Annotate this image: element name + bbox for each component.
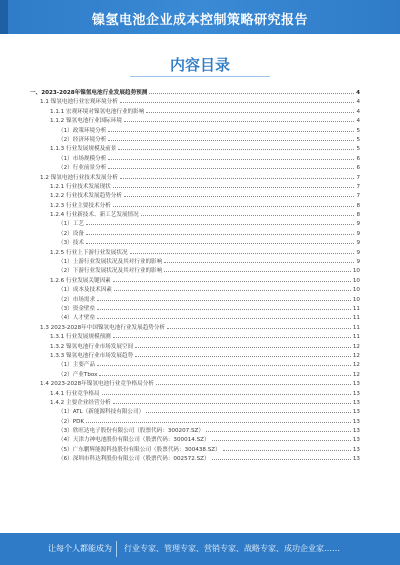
toc-entry[interactable] <box>30 417 360 426</box>
toc-entry-label: 1.2.5 行业上下游行业发展状况 <box>50 249 128 256</box>
toc-entry[interactable] <box>30 313 360 322</box>
footer-slogan-left: 让每个人都能成为 <box>48 544 112 553</box>
toc-entry-page: 7 <box>356 183 360 190</box>
toc-entry-page: 4 <box>356 99 360 106</box>
toc-leader-dots <box>130 248 355 254</box>
toc-entry-page: 11 <box>352 305 360 312</box>
toc-entry-label: 1.2.1 行业技术发展现状 <box>50 183 111 190</box>
toc-leader-dots <box>164 257 354 263</box>
toc-entry-page: 13 <box>352 456 360 463</box>
toc-entry-label: （1）政策环境分析 <box>58 127 107 134</box>
toc-entry-page: 11 <box>352 315 360 322</box>
toc-entry[interactable] <box>30 398 360 407</box>
toc-entry-label: 1.1.2 镍氢电池行业国际环境 <box>50 118 122 125</box>
toc-entry-label: 1.2.3 行业主要技术分析 <box>50 202 111 209</box>
toc-entry[interactable] <box>30 201 360 210</box>
toc-entry-label: 1.3.3 镍氢电池行业市场发展趋势 <box>50 352 134 359</box>
toc-entry[interactable] <box>30 154 360 163</box>
toc-entry-page: 11 <box>352 334 360 341</box>
toc-entry-page: 8 <box>356 212 360 219</box>
toc-entry[interactable] <box>30 173 360 182</box>
toc-entry-page: 10 <box>352 268 360 275</box>
toc-entry[interactable] <box>30 407 360 416</box>
toc-entry[interactable] <box>30 342 360 351</box>
toc-leader-dots <box>108 135 354 141</box>
toc-leader-dots <box>108 126 354 132</box>
toc-leader-dots <box>212 454 351 460</box>
toc-entry-page: 5 <box>356 136 360 143</box>
toc-entry-label: （2）产业Tbox <box>58 371 98 378</box>
toc-entry-label: 1.2 镍氢电池行业技术发展分析 <box>40 174 118 181</box>
toc-leader-dots <box>206 426 351 432</box>
toc-leader-dots <box>124 191 354 197</box>
toc-entry-label: 1.2.2 行业技术发展趋势分析 <box>50 193 122 200</box>
toc-entry-page: 13 <box>352 446 360 453</box>
toc-leader-dots <box>86 238 355 244</box>
toc-entry-page: 11 <box>352 324 360 331</box>
toc-entry-page: 9 <box>356 249 360 256</box>
toc-entry-label: 1.1.1 宏观环境对镍氢电池行业的影响 <box>50 108 145 115</box>
toc-entry[interactable] <box>30 435 360 444</box>
toc-entry-label: （4）人才壁垒 <box>58 315 96 322</box>
toc-entry-page: 13 <box>352 381 360 388</box>
toc-entry[interactable] <box>30 135 360 144</box>
toc-entry-label: （1）上游行业发展状况及其对行业的影响 <box>58 259 163 266</box>
toc-leader-dots <box>86 229 355 235</box>
toc-leader-dots <box>114 285 351 291</box>
toc-entry-page: 13 <box>352 399 360 406</box>
toc-leader-dots <box>118 144 354 150</box>
toc-entry-page: 6 <box>356 155 360 162</box>
toc-entry-label: （2）经济环境分析 <box>58 136 107 143</box>
toc-leader-dots <box>223 445 351 451</box>
toc-entry-page: 9 <box>356 259 360 266</box>
toc-entry-label: 1.3.2 镍氢电池行业市场发展空间 <box>50 343 134 350</box>
toc-entry-label: （1）主要产品 <box>58 362 96 369</box>
toc-entry[interactable] <box>30 370 360 379</box>
toc-entry-page: 10 <box>352 277 360 284</box>
toc-entry-page: 4 <box>356 90 360 96</box>
toc-entry[interactable] <box>30 210 360 219</box>
toc-entry[interactable] <box>30 116 360 125</box>
toc-leader-dots <box>97 313 351 319</box>
toc-entry-label: 1.1.3 行业发展规模及前景 <box>50 146 117 153</box>
toc-entry-label: 1.3.1 行业发展规模预测 <box>50 334 111 341</box>
toc-entry-label: （2）下游行业发展状况及其对行业的影响 <box>58 268 163 275</box>
toc-entry-label: （2）行业前景分析 <box>58 165 107 172</box>
toc-entry-label: （1）ATL（新能源科技有限公司） <box>58 409 145 416</box>
toc-leader-dots <box>86 219 355 225</box>
toc-leader-dots <box>113 276 351 282</box>
toc-entry-label: 1.4.1 行业竞争格局 <box>50 390 100 397</box>
toc-entry-label: （1）市场规模分析 <box>58 155 107 162</box>
toc-entry-page: 9 <box>356 221 360 228</box>
toc-entry[interactable] <box>30 219 360 228</box>
toc-leader-dots <box>113 182 355 188</box>
toc-entry-label: （3）欣旺达电子股份有限公司（股票代码：300207.SZ） <box>58 428 204 435</box>
toc-entry-page: 13 <box>352 437 360 444</box>
toc-leader-dots <box>135 342 351 348</box>
toc-entry-page: 13 <box>352 418 360 425</box>
toc-entry-page: 7 <box>356 174 360 181</box>
toc-leader-dots <box>135 351 351 357</box>
toc-entry-label: 1.1 镍氢电池行业宏观环境分析 <box>40 99 118 106</box>
toc-entry-page: 9 <box>356 230 360 237</box>
toc-entry-page: 10 <box>352 287 360 294</box>
toc-entry-label: （3）资金壁垒 <box>58 305 96 312</box>
toc-entry[interactable] <box>30 144 360 153</box>
toc-entry[interactable] <box>30 88 360 97</box>
toc-leader-dots <box>86 417 351 423</box>
toc-entry-page: 13 <box>352 390 360 397</box>
toc-leader-dots <box>97 304 351 310</box>
toc-entry-label: 1.3 2023-2028年中国镍氢电池行业发展趋势分析 <box>40 324 166 331</box>
toc-entry-page: 7 <box>356 193 360 200</box>
toc-entry-page: 5 <box>356 146 360 153</box>
toc-leader-dots <box>113 332 351 338</box>
footer-divider <box>116 541 117 557</box>
toc-entry-label: 1.2.4 行业新技术、新工艺发展情况 <box>50 212 139 219</box>
toc-leader-dots <box>108 154 354 160</box>
toc-entry-page: 4 <box>356 118 360 125</box>
toc-entry[interactable] <box>30 295 360 304</box>
toc-entry-page: 6 <box>356 165 360 172</box>
report-title: 镍氢电池企业成本控制策略研究报告 <box>91 13 308 28</box>
toc-entry-page: 12 <box>352 352 360 359</box>
toc-heading-divider <box>130 76 270 77</box>
toc-entry-page: 10 <box>352 296 360 303</box>
toc-entry-label: （3）技术 <box>58 240 84 247</box>
toc-entry-label: （2）设备 <box>58 230 84 237</box>
page-footer <box>0 533 400 565</box>
toc-leader-dots <box>120 173 355 179</box>
toc-leader-dots <box>113 398 351 404</box>
toc-entry[interactable] <box>30 257 360 266</box>
toc-entry-label: （4）天津力神电池股份有限公司（股票代码：300014.SZ） <box>58 437 210 444</box>
toc-leader-dots <box>141 210 355 216</box>
toc-leader-dots <box>149 88 354 94</box>
toc-entry[interactable] <box>30 248 360 257</box>
toc-entry-page: 5 <box>356 127 360 134</box>
toc-entry[interactable] <box>30 266 360 275</box>
toc-entry-label: （2）市场需求 <box>58 296 96 303</box>
toc-entry[interactable] <box>30 163 360 172</box>
toc-entry[interactable] <box>30 238 360 247</box>
toc-leader-dots <box>97 360 351 366</box>
toc-entry[interactable] <box>30 332 360 341</box>
toc-entry[interactable] <box>30 285 360 294</box>
toc-entry-page: 12 <box>352 371 360 378</box>
toc-leader-dots <box>167 323 351 329</box>
toc-leader-dots <box>156 379 351 385</box>
report-header <box>0 0 400 34</box>
toc-entry-label: （1）工艺 <box>58 221 84 228</box>
toc-entry-label: （5）广东鹏辉能源科技股份有限公司（股票代码：300438.SZ） <box>58 446 221 453</box>
toc-heading: 内容目录 <box>169 56 230 74</box>
toc-entry-page: 4 <box>356 108 360 115</box>
toc-entry[interactable] <box>30 426 360 435</box>
table-of-contents <box>30 88 360 464</box>
toc-entry-label: （1）成本及技术因素 <box>58 287 112 294</box>
toc-entry-page: 12 <box>352 362 360 369</box>
toc-leader-dots <box>97 295 351 301</box>
toc-leader-dots <box>120 97 355 103</box>
toc-leader-dots <box>146 407 351 413</box>
toc-leader-dots <box>99 370 350 376</box>
toc-entry-label: （6）深圳市科达利股份有限公司（股票代码：002572.SZ） <box>58 456 210 463</box>
toc-entry-page: 13 <box>352 428 360 435</box>
toc-entry[interactable] <box>30 389 360 398</box>
toc-entry[interactable] <box>30 191 360 200</box>
toc-entry[interactable] <box>30 182 360 191</box>
toc-entry[interactable] <box>30 97 360 106</box>
toc-entry-label: 1.4.2 主要企业经营分析 <box>50 399 111 406</box>
toc-leader-dots <box>124 116 354 122</box>
toc-leader-dots <box>212 435 351 441</box>
toc-entry[interactable] <box>30 304 360 313</box>
toc-leader-dots <box>108 163 354 169</box>
toc-entry-page: 9 <box>356 240 360 247</box>
toc-entry-label: 1.4 2023-2028年镍氢电池行业竞争格局分析 <box>40 381 154 388</box>
toc-entry[interactable] <box>30 107 360 116</box>
toc-entry-page: 12 <box>352 343 360 350</box>
toc-entry[interactable] <box>30 229 360 238</box>
toc-entry[interactable] <box>30 445 360 454</box>
toc-leader-dots <box>113 201 355 207</box>
toc-entry[interactable] <box>30 454 360 463</box>
toc-entry-page: 8 <box>356 202 360 209</box>
toc-entry-label: 1.2.6 行业发展关键因素 <box>50 277 111 284</box>
toc-entry[interactable] <box>30 323 360 332</box>
toc-entry[interactable] <box>30 276 360 285</box>
toc-leader-dots <box>102 389 351 395</box>
toc-entry-page: 13 <box>352 409 360 416</box>
toc-entry[interactable] <box>30 126 360 135</box>
toc-leader-dots <box>146 107 354 113</box>
toc-entry[interactable] <box>30 360 360 369</box>
toc-entry[interactable] <box>30 351 360 360</box>
toc-entry[interactable] <box>30 379 360 388</box>
toc-leader-dots <box>164 266 351 272</box>
footer-slogan-right: 行业专家、管理专家、营销专家、战略专家、成功企业家…… <box>124 544 340 553</box>
toc-entry-label: （2）PDK <box>58 418 85 425</box>
toc-entry-label: 一、2023-2028年镍氢电池行业发展趋势预测 <box>30 90 148 96</box>
